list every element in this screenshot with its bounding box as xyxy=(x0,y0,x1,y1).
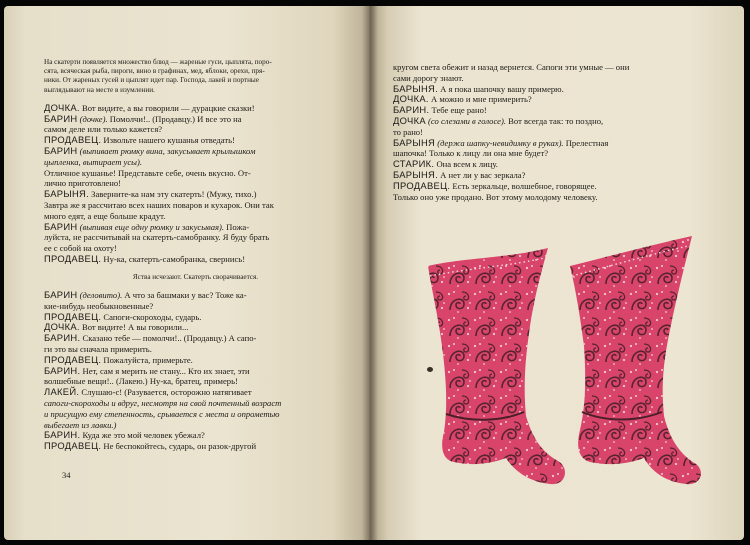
text-line: ники. От жареных гусей и цыплят идет пар. Господа, лакей и портные xyxy=(44,76,259,85)
dialogue-text: Куда же это мой человек убежал? xyxy=(80,430,205,441)
text-line xyxy=(393,94,704,105)
character-name: БАРЫНЯ. xyxy=(44,188,89,200)
text-line: Завтра же я рассчитаю всех наших поваров и кухарок. Они так xyxy=(44,199,274,210)
character-name: ДОЧКА xyxy=(393,114,426,126)
character-name: ДОЧКА. xyxy=(44,321,80,333)
text-line: самом деле или только кажется? xyxy=(44,124,163,135)
dialogue-text: Извольте нашего кушанья отведать! xyxy=(101,135,235,146)
text-line: сапоги-скороходы и вдруг, несмотря на свой почтенный возраст xyxy=(44,397,282,408)
stage-direction: (выпивает рюмку вина, закусывает крылышком xyxy=(77,146,256,156)
character-name: ДОЧКА. xyxy=(393,93,429,105)
character-name: БАРИН xyxy=(44,112,78,124)
text-line: шапочка! Только к лицу ли она мне будет? xyxy=(393,148,549,159)
boots-illustration xyxy=(420,236,710,498)
text-line xyxy=(44,333,347,344)
text-line xyxy=(44,290,347,301)
paragraph-gap xyxy=(44,95,347,103)
left-boot xyxy=(428,248,565,484)
dialogue-text: Пожа- xyxy=(224,221,250,232)
text-line: Только оно уже продано. Вот этому молодому человеку. xyxy=(393,191,598,202)
character-name: ПРОДАВЕЦ. xyxy=(44,353,102,365)
character-name: ПРОДАВЕЦ. xyxy=(44,440,102,452)
text-line xyxy=(44,114,347,125)
character-name: БАРИН xyxy=(44,145,78,156)
text-line xyxy=(393,84,704,95)
text-line xyxy=(393,105,704,116)
dialogue-text: Вот видите, а вы говорили — дурацкие сказки! xyxy=(79,102,255,113)
dialogue-text: А я пока шапочку вашу примерю. xyxy=(438,83,564,94)
text-line: лично приготовлено! xyxy=(44,178,121,189)
paragraph-gap xyxy=(44,282,347,290)
character-name: ПРОДАВЕЦ. xyxy=(44,134,102,146)
page-number: 34 xyxy=(62,470,71,480)
text-line: сами дорогу знают. xyxy=(393,72,464,83)
character-name: ЛАКЕЙ. xyxy=(44,386,80,398)
character-name: СТАРИК. xyxy=(393,158,435,170)
stage-direction: (деловито). xyxy=(77,289,123,300)
character-name: ПРОДАВЕЦ. xyxy=(393,179,451,191)
dialogue-text: Заверните-ка нам эту скатерть! (Мужу, тихо.) xyxy=(89,189,257,200)
dialogue-text: Сказано тебе — помолчи!.. (Продавцу.) А сапо- xyxy=(80,333,257,344)
text-line: много едят, а еще больше крадут. xyxy=(44,210,166,221)
character-name: ДОЧКА. xyxy=(44,101,80,113)
character-name: ПРОДАВЕЦ. xyxy=(44,310,102,322)
dialogue-text: Тебе еще рано! xyxy=(429,105,487,116)
paragraph-gap xyxy=(44,265,347,273)
text-line: кие-нибудь необыкновенные? xyxy=(44,300,154,311)
character-name: БАРЫНЯ xyxy=(393,136,436,148)
text-line: кругом света обежит и назад вернется. Сапоги эти умные — они xyxy=(393,62,630,72)
dialogue-text: Не беспокойтесь, сударь, он разок-другой xyxy=(101,441,257,452)
text-line xyxy=(44,103,347,114)
text-line: луйста, не рассчитывай на скатерть-самобранку. Я буду брать xyxy=(44,232,270,243)
text-line: На скатерти появляется множество блюд — жареные гуси, цыплята, поро- xyxy=(44,58,272,66)
text-line: сята, всяческая рыба, пироги, вино в графинах, мед, яблоки, орехи, пря- xyxy=(44,67,265,76)
text-line: выглядывают на месте в изумлении. xyxy=(44,85,155,94)
dialogue-text: Слушаю-с! (Разувается, осторожно натягивает xyxy=(79,387,252,398)
dialogue-text: Сапоги-скороходы, сударь. xyxy=(101,311,202,322)
text-line xyxy=(44,441,347,452)
stage-direction: (со слезами в голосе). xyxy=(425,115,507,126)
character-name: БАРИН. xyxy=(393,104,430,116)
book-gutter xyxy=(362,6,378,540)
left-page xyxy=(4,6,369,540)
text-line xyxy=(393,181,704,192)
dialogue-text: Пожалуйста, примерьте. xyxy=(101,354,193,365)
dialogue-text: Ну-ка, скатерть-самобранка, свернись! xyxy=(101,253,246,264)
text-line: Яства исчезают. Скатерть сворачивается. xyxy=(132,272,259,281)
text-line: то рано! xyxy=(393,126,423,137)
dialogue-text: Она всем к лицу. xyxy=(434,159,498,170)
page-stain xyxy=(427,367,433,372)
text-line xyxy=(44,322,347,333)
text-line xyxy=(44,189,347,200)
dialogue-text: Вот всегда так: то поздно, xyxy=(506,115,604,126)
text-line xyxy=(44,387,347,398)
text-line: волшебные вещи!.. (Лакею.) Ну-ка, братец, примерь! xyxy=(44,376,238,387)
dialogue-text: Вот видите! А вы говорили... xyxy=(79,322,189,333)
dialogue-text: Прелестная xyxy=(563,137,609,148)
character-name: БАРИН xyxy=(44,220,78,232)
text-line: Отличное кушанье! Представьте себе, очень вкусно. От- xyxy=(44,167,251,178)
text-line xyxy=(44,135,347,146)
text-line xyxy=(44,355,347,366)
text-line xyxy=(44,312,347,323)
text-line xyxy=(393,159,704,170)
text-line xyxy=(44,366,347,377)
text-line: выбегает из лавки.) xyxy=(44,419,117,430)
character-name: БАРЫНЯ. xyxy=(393,82,438,94)
dialogue-text: А что за башмаки у вас? Тоже ка- xyxy=(122,289,247,300)
text-line: цыпленка, вытирает усы). xyxy=(44,156,143,167)
stage-direction: (выпивая еще одну рюмку и закусывая). xyxy=(77,221,225,232)
character-name: БАРИН. xyxy=(44,364,81,376)
dialogue-text: Есть зеркальце, волшебное, говорящее. xyxy=(450,180,597,191)
text-line xyxy=(393,116,704,127)
text-line: ги это вы сначала примерить. xyxy=(44,343,152,354)
character-name: БАРИН. xyxy=(44,429,81,441)
dialogue-text: Помолчи!.. (Продавцу.) И все это на xyxy=(107,113,242,124)
dialogue-text: А можно и мне примерить? xyxy=(428,94,532,105)
text-line xyxy=(44,254,347,265)
text-line: и присущую ему степенность, срывается с места и опрометью xyxy=(44,408,280,419)
text-line xyxy=(44,222,347,233)
character-name: БАРИН xyxy=(44,288,78,300)
text-line: ее с собой на охоту! xyxy=(44,243,117,254)
dialogue-text: Нет, сам я мерить не стану... Кто их знает, эти xyxy=(80,365,250,376)
stage-direction: (держа шапку-невидимку в руках). xyxy=(435,137,564,148)
right-boot xyxy=(570,236,701,484)
text-line xyxy=(44,146,347,157)
character-name: БАРЫНЯ. xyxy=(393,168,438,180)
character-name: БАРИН. xyxy=(44,332,81,344)
character-name: ПРОДАВЕЦ. xyxy=(44,252,102,264)
stage-direction: (дочке). xyxy=(77,113,108,124)
dialogue-text: А нет ли у вас зеркала? xyxy=(438,169,526,180)
text-line xyxy=(393,138,704,149)
